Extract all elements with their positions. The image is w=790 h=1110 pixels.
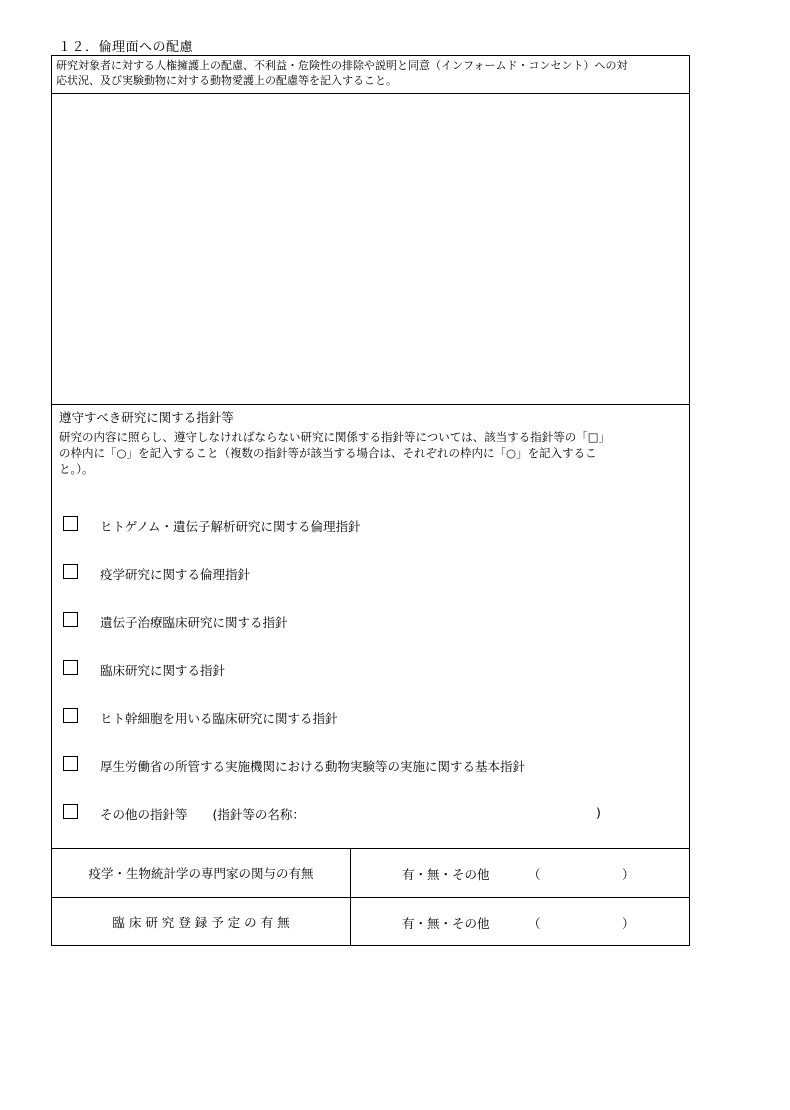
answer-options[interactable]: 有・無・その他 xyxy=(402,867,490,882)
guideline-item xyxy=(63,612,683,636)
guideline-label: ヒトゲノム・遺伝子解析研究に関する倫理指針 xyxy=(100,519,361,534)
close-paren: ） xyxy=(622,867,635,882)
description-line: の枠内に「○」を記入すること（複数の指針等が該当する場合は、それぞれの枠内に「○」を記入するこ xyxy=(59,446,597,460)
ethics-form-frame xyxy=(51,55,690,946)
guideline-label: 臨床研究に関する指針 xyxy=(100,663,226,678)
guideline-checkbox[interactable] xyxy=(63,516,78,531)
guideline-label: 遺伝子治療臨床研究に関する指針 xyxy=(100,615,288,630)
ethics-instruction xyxy=(52,56,689,94)
section-title: １２．倫理面への配慮 xyxy=(58,40,194,55)
guideline-checkbox[interactable] xyxy=(63,804,78,819)
ethics-entry-area[interactable] xyxy=(52,94,689,405)
question-row xyxy=(52,848,689,897)
guideline-label: 厚生労働省の所管する実施機関における動物実験等の実施に関する基本指針 xyxy=(100,759,526,774)
guideline-label: ヒト幹細胞を用いる臨床研究に関する指針 xyxy=(100,711,338,726)
description-line: と。）。 xyxy=(59,462,94,476)
guideline-item xyxy=(63,564,683,588)
other-name-close-paren: ) xyxy=(596,805,601,820)
guideline-checkbox[interactable] xyxy=(63,660,78,675)
question-label: 疫学・生物統計学の専門家の関与の有無 xyxy=(52,849,351,897)
question-answer[interactable] xyxy=(351,849,689,897)
guideline-item-other xyxy=(63,804,683,828)
open-paren: （ xyxy=(528,867,541,882)
question-label: 臨 床 研 究 登 録 予 定 の 有 無 xyxy=(52,898,351,946)
guideline-item xyxy=(63,660,683,684)
guideline-item xyxy=(63,516,683,540)
description-line: 研究の内容に照らし、遵守しなければならない研究に関係する指針等については、該当する指針等の「□」 xyxy=(59,430,611,444)
instruction-line: 研究対象者に対する人権擁護上の配慮、不利益・危険性の排除や説明と同意（インフォームド・コンセント）への対 xyxy=(56,59,628,72)
close-paren: ） xyxy=(622,916,635,931)
guideline-label: 疫学研究に関する倫理指針 xyxy=(100,567,251,582)
question-row xyxy=(52,897,689,946)
instruction-line: 応状況、及び実験動物に対する動物愛護上の配慮等を記入すること。 xyxy=(56,74,397,87)
guideline-checkbox[interactable] xyxy=(63,708,78,723)
guideline-checkbox[interactable] xyxy=(63,756,78,771)
guidelines-description xyxy=(59,429,687,477)
guideline-checkbox[interactable] xyxy=(63,564,78,579)
guideline-item xyxy=(63,708,683,732)
open-paren: （ xyxy=(528,916,541,931)
guidelines-heading: 遵守すべき研究に関する指針等 xyxy=(59,410,234,425)
answer-options[interactable]: 有・無・その他 xyxy=(402,916,490,931)
question-answer[interactable] xyxy=(351,898,689,946)
guideline-label: その他の指針等 (指針等の名称： xyxy=(100,807,305,822)
guideline-item xyxy=(63,756,683,780)
guideline-checkbox[interactable] xyxy=(63,612,78,627)
